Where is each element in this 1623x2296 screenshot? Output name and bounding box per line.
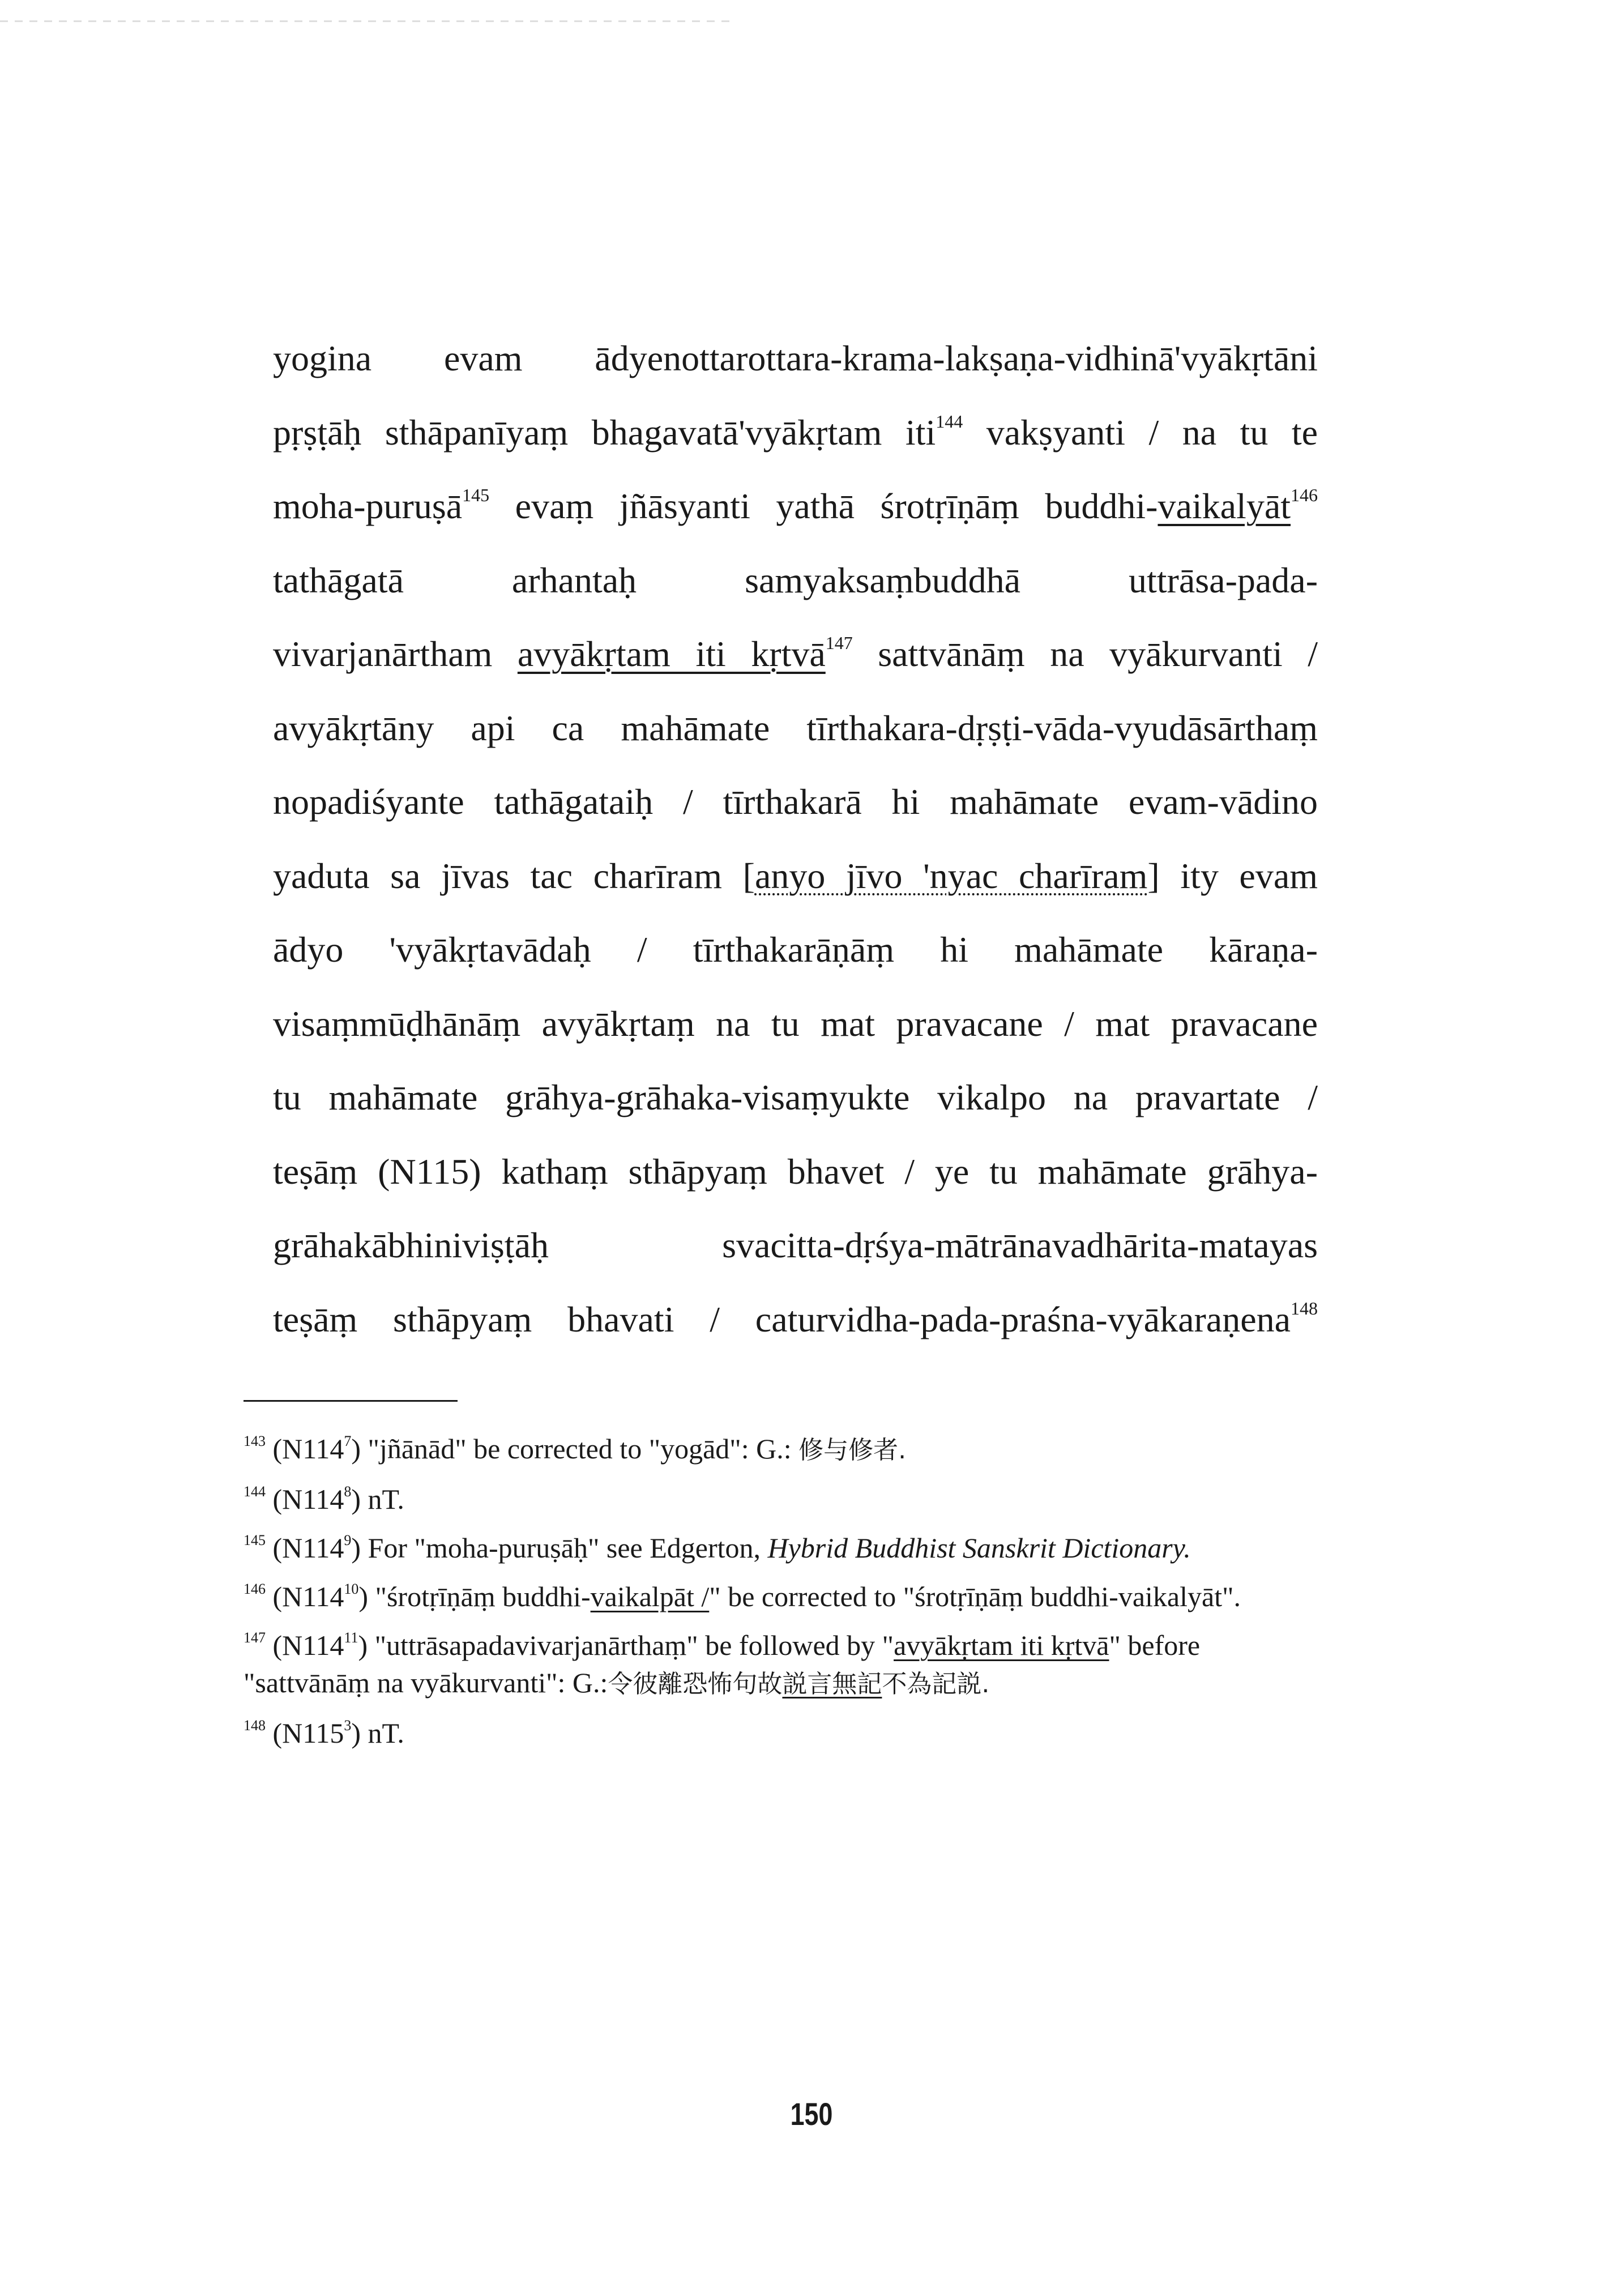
text-line: avyākṛtāny api ca mahāmate tīrthakara-dṛṣṭi-vāda-vyudāsārthaṃ <box>273 707 1318 748</box>
text-line: yogina evam ādyenottarottara-krama-lakṣaṇa-vidhinā'vyākṛtāni <box>273 338 1318 378</box>
footnote-number: 146 <box>244 1581 266 1597</box>
footnote-number: 145 <box>244 1532 266 1548</box>
text-line: teṣāṃ (N115) kathaṃ sthāpyaṃ bhavet / ye tu mahāmate grāhya- <box>273 1151 1318 1192</box>
footnote-143: $^{143}$ $(N114^7)$ "jñānād" be corrected to "yogād": G.: 修与修者. <box>244 1433 907 1465</box>
footnote-ref: 145 <box>462 485 490 505</box>
text-line: ādyo 'vyākṛtavādaḥ / tīrthakarāṇāṃ hi mahāmate kāraṇa- <box>273 929 1318 970</box>
footnote-147: $^{147}$ $(N114^{11})$ "uttrāsapadavivarjanārthaṃ" be followed by "avyākṛtam iti kṛtvā" before "sattvānāṃ na vyākurvanti": G.:令彼離恐怖句故説言無記不為記説. <box>244 1629 1201 1698</box>
footnote-ref: 147 <box>825 633 853 653</box>
text-line: nopadiśyante tathāgataiḥ / tīrthakarā hi mahāmate evam-vādino <box>273 782 1318 822</box>
text-line: yaduta sa jīvas tac charīram [anyo jīvo 'nyac charīram] ity evam <box>273 855 1318 896</box>
footnote-number: 144 <box>244 1483 266 1500</box>
footnote-number: 148 <box>244 1717 266 1734</box>
footnote-number: 143 <box>244 1433 266 1449</box>
text-line: moha-puruṣā$^{145}$ evaṃ jñāsyanti yathā śrotṛīṇāṃ buddhi-vaikalyāt$^{146}$ <box>273 485 1318 526</box>
text-line: visaṃmūḍhānāṃ avyākṛtaṃ na tu mat pravacane / mat pravacane <box>273 1003 1318 1044</box>
page-number: 150 <box>790 2096 833 2132</box>
footnote-ref: 148 <box>1291 1298 1318 1318</box>
underlined-term: avyākṛtam iti kṛtvā <box>517 634 826 674</box>
footnote-145: $^{145}$ $(N114^9)$ For "moha-puruṣāḥ" see Edgerton, Hybrid Buddhist Sanskrit Dictionary. <box>244 1532 1191 1564</box>
footnote-ref: 146 <box>1291 485 1318 505</box>
footnote-144: $^{144}$ $(N114^8)$ nT. <box>244 1483 404 1515</box>
underlined-term: avyākṛtam iti kṛtvā <box>894 1629 1109 1661</box>
underlined-term: vaikalpāt / <box>590 1581 710 1612</box>
main-text <box>273 322 1318 1356</box>
footnote-146: $^{146}$ $(N114^{10})$ "śrotṛīṇāṃ buddhi-vaikalpāt /" be corrected to "śrotṛīṇāṃ buddhi-vaikalyāt". <box>244 1581 1241 1612</box>
chinese-underlined-text: 説言無記 <box>782 1670 882 1698</box>
footnote-number: 147 <box>244 1629 266 1646</box>
text-line: tathāgatā arhantaḥ samyaksaṃbuddhā uttrāsa-pada- <box>273 560 1318 600</box>
text-line: vivarjanārtham avyākṛtam iti kṛtvā$^{147}$ sattvānāṃ na vyākurvanti / <box>273 633 1318 674</box>
text-line: pṛṣṭāḥ sthāpanīyaṃ bhagavatā'vyākṛtam iti$^{144}$ vakṣyanti / na tu te <box>273 411 1318 453</box>
footnotes <box>244 1430 1319 1763</box>
book-title: Hybrid Buddhist Sanskrit Dictionary. <box>767 1532 1191 1564</box>
footnote-ref: 144 <box>936 411 963 432</box>
footnote-148: $^{148}$ $(N115^3)$ nT. <box>244 1717 404 1749</box>
text-line: teṣāṃ sthāpyaṃ bhavati / caturvidha-pada-praśna-vyākaraṇena$^{148}$ <box>273 1298 1318 1339</box>
text-line: grāhakābhiniviṣṭāḥ svacitta-dṛśya-mātrānavadhārita-matayas <box>273 1225 1318 1265</box>
underlined-term: vaikalyāt <box>1158 486 1291 526</box>
dotted-underlined-term: anyo jīvo 'nyac charīram <box>754 855 1148 896</box>
chinese-text: 修与修者. <box>798 1436 907 1465</box>
text-line: tu mahāmate grāhya-grāhaka-visaṃyukte vikalpo na pravartate / <box>273 1077 1318 1117</box>
scan-artifact <box>0 20 736 22</box>
chinese-text: 不為記説. <box>882 1670 990 1698</box>
footnote-rule <box>244 1400 458 1402</box>
chinese-text: 令彼離恐怖句故 <box>608 1670 783 1698</box>
